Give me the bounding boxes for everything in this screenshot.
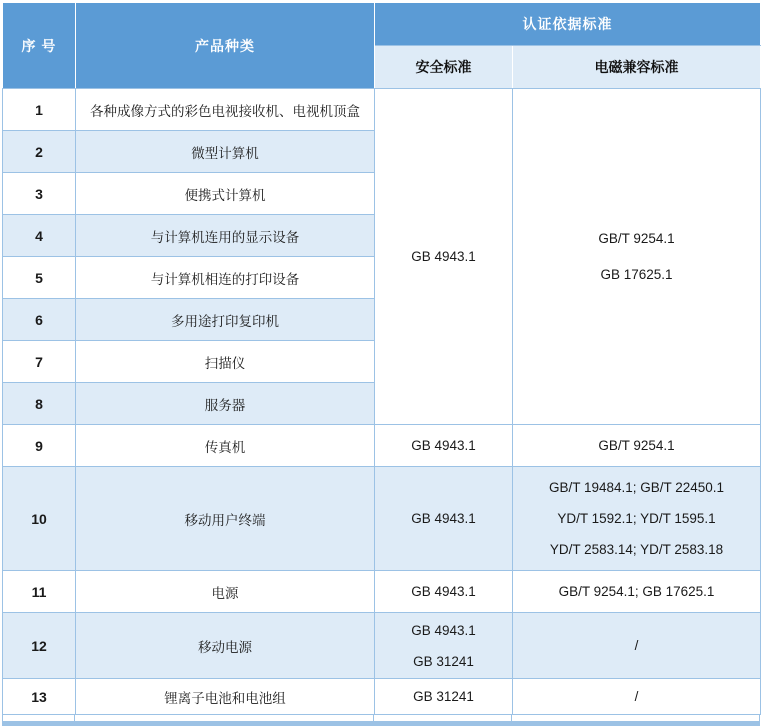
- cell-serial-number: 11: [3, 571, 76, 613]
- table-row-10: [3, 467, 761, 571]
- table-row-11: [3, 571, 761, 613]
- cell-emc-standard-line: YD/T 2583.14; YD/T 2583.18: [549, 542, 724, 557]
- cell-product-category: 服务器: [76, 383, 375, 425]
- cell-product-category: 锂离子电池和电池组: [76, 679, 375, 715]
- cell-safety-standard-merged: GB 4943.1: [375, 89, 513, 425]
- partial-next-row: [2, 715, 760, 721]
- cell-serial-number: 3: [3, 173, 76, 215]
- cell-serial-number: 12: [3, 613, 76, 679]
- header-serial-number: 序 号: [3, 3, 76, 89]
- cell-emc-standard-merged-line: GB 17625.1: [600, 266, 673, 282]
- table-row-9: [3, 425, 761, 467]
- cell-emc-standard: /: [513, 679, 761, 715]
- cell-product-category: 移动电源: [76, 613, 375, 679]
- cell-emc-standard: [513, 467, 761, 571]
- cell-product-category: 微型计算机: [76, 131, 375, 173]
- partial-cell-safety: [374, 715, 512, 721]
- cell-product-category: 传真机: [76, 425, 375, 467]
- table-row-12: [3, 613, 761, 679]
- partial-cell-serial: [2, 715, 75, 721]
- cell-serial-number: 10: [3, 467, 76, 571]
- cell-emc-standard-merged-line: GB/T 9254.1: [598, 230, 675, 246]
- header-safety-standard: 安全标准: [375, 46, 513, 89]
- header-product-category: 产品种类: [76, 3, 375, 89]
- cell-serial-number: 13: [3, 679, 76, 715]
- cell-emc-standard-merged: [513, 89, 761, 425]
- cell-serial-number: 2: [3, 131, 76, 173]
- cell-serial-number: 4: [3, 215, 76, 257]
- cell-product-category: 移动用户终端: [76, 467, 375, 571]
- cell-emc-standard: /: [513, 613, 761, 679]
- table-header: [3, 3, 761, 89]
- cell-emc-standard: GB/T 9254.1; GB 17625.1: [513, 571, 761, 613]
- cell-serial-number: 1: [3, 89, 76, 131]
- header-emc-standard: 电磁兼容标准: [513, 46, 761, 89]
- cell-product-category: 便携式计算机: [76, 173, 375, 215]
- cell-safety-standard: GB 4943.1: [375, 571, 513, 613]
- cell-safety-standard: GB 31241: [375, 679, 513, 715]
- cell-serial-number: 5: [3, 257, 76, 299]
- cell-safety-standard: [375, 613, 513, 679]
- cell-safety-standard-line: GB 31241: [413, 653, 474, 669]
- cell-emc-standard-line: GB/T 19484.1; GB/T 22450.1: [548, 480, 725, 495]
- cell-emc-standard: GB/T 9254.1: [513, 425, 761, 467]
- table-body: [3, 89, 761, 715]
- cell-product-category: 多用途打印复印机: [76, 299, 375, 341]
- cell-safety-standard-line: GB 4943.1: [411, 622, 476, 638]
- cell-product-category: 扫描仪: [76, 341, 375, 383]
- cell-serial-number: 8: [3, 383, 76, 425]
- cell-serial-number: 6: [3, 299, 76, 341]
- cell-emc-standard-line: YD/T 1592.1; YD/T 1595.1: [557, 511, 716, 526]
- cell-product-category: 与计算机连用的显示设备: [76, 215, 375, 257]
- cell-product-category: 电源: [76, 571, 375, 613]
- cell-safety-standard: GB 4943.1: [375, 467, 513, 571]
- table-row-1: [3, 89, 761, 131]
- partial-cell-emc: [512, 715, 760, 721]
- table-bottom-bar: [2, 721, 760, 726]
- cell-safety-standard: GB 4943.1: [375, 425, 513, 467]
- partial-cell-product: [75, 715, 374, 721]
- cell-product-category: 各种成像方式的彩色电视接收机、电视机顶盒: [76, 89, 375, 131]
- cell-serial-number: 7: [3, 341, 76, 383]
- header-certification-basis-standards: 认证依据标准: [375, 3, 761, 46]
- standards-table: [2, 2, 761, 715]
- cell-serial-number: 9: [3, 425, 76, 467]
- cell-product-category: 与计算机相连的打印设备: [76, 257, 375, 299]
- table-row-13: [3, 679, 761, 715]
